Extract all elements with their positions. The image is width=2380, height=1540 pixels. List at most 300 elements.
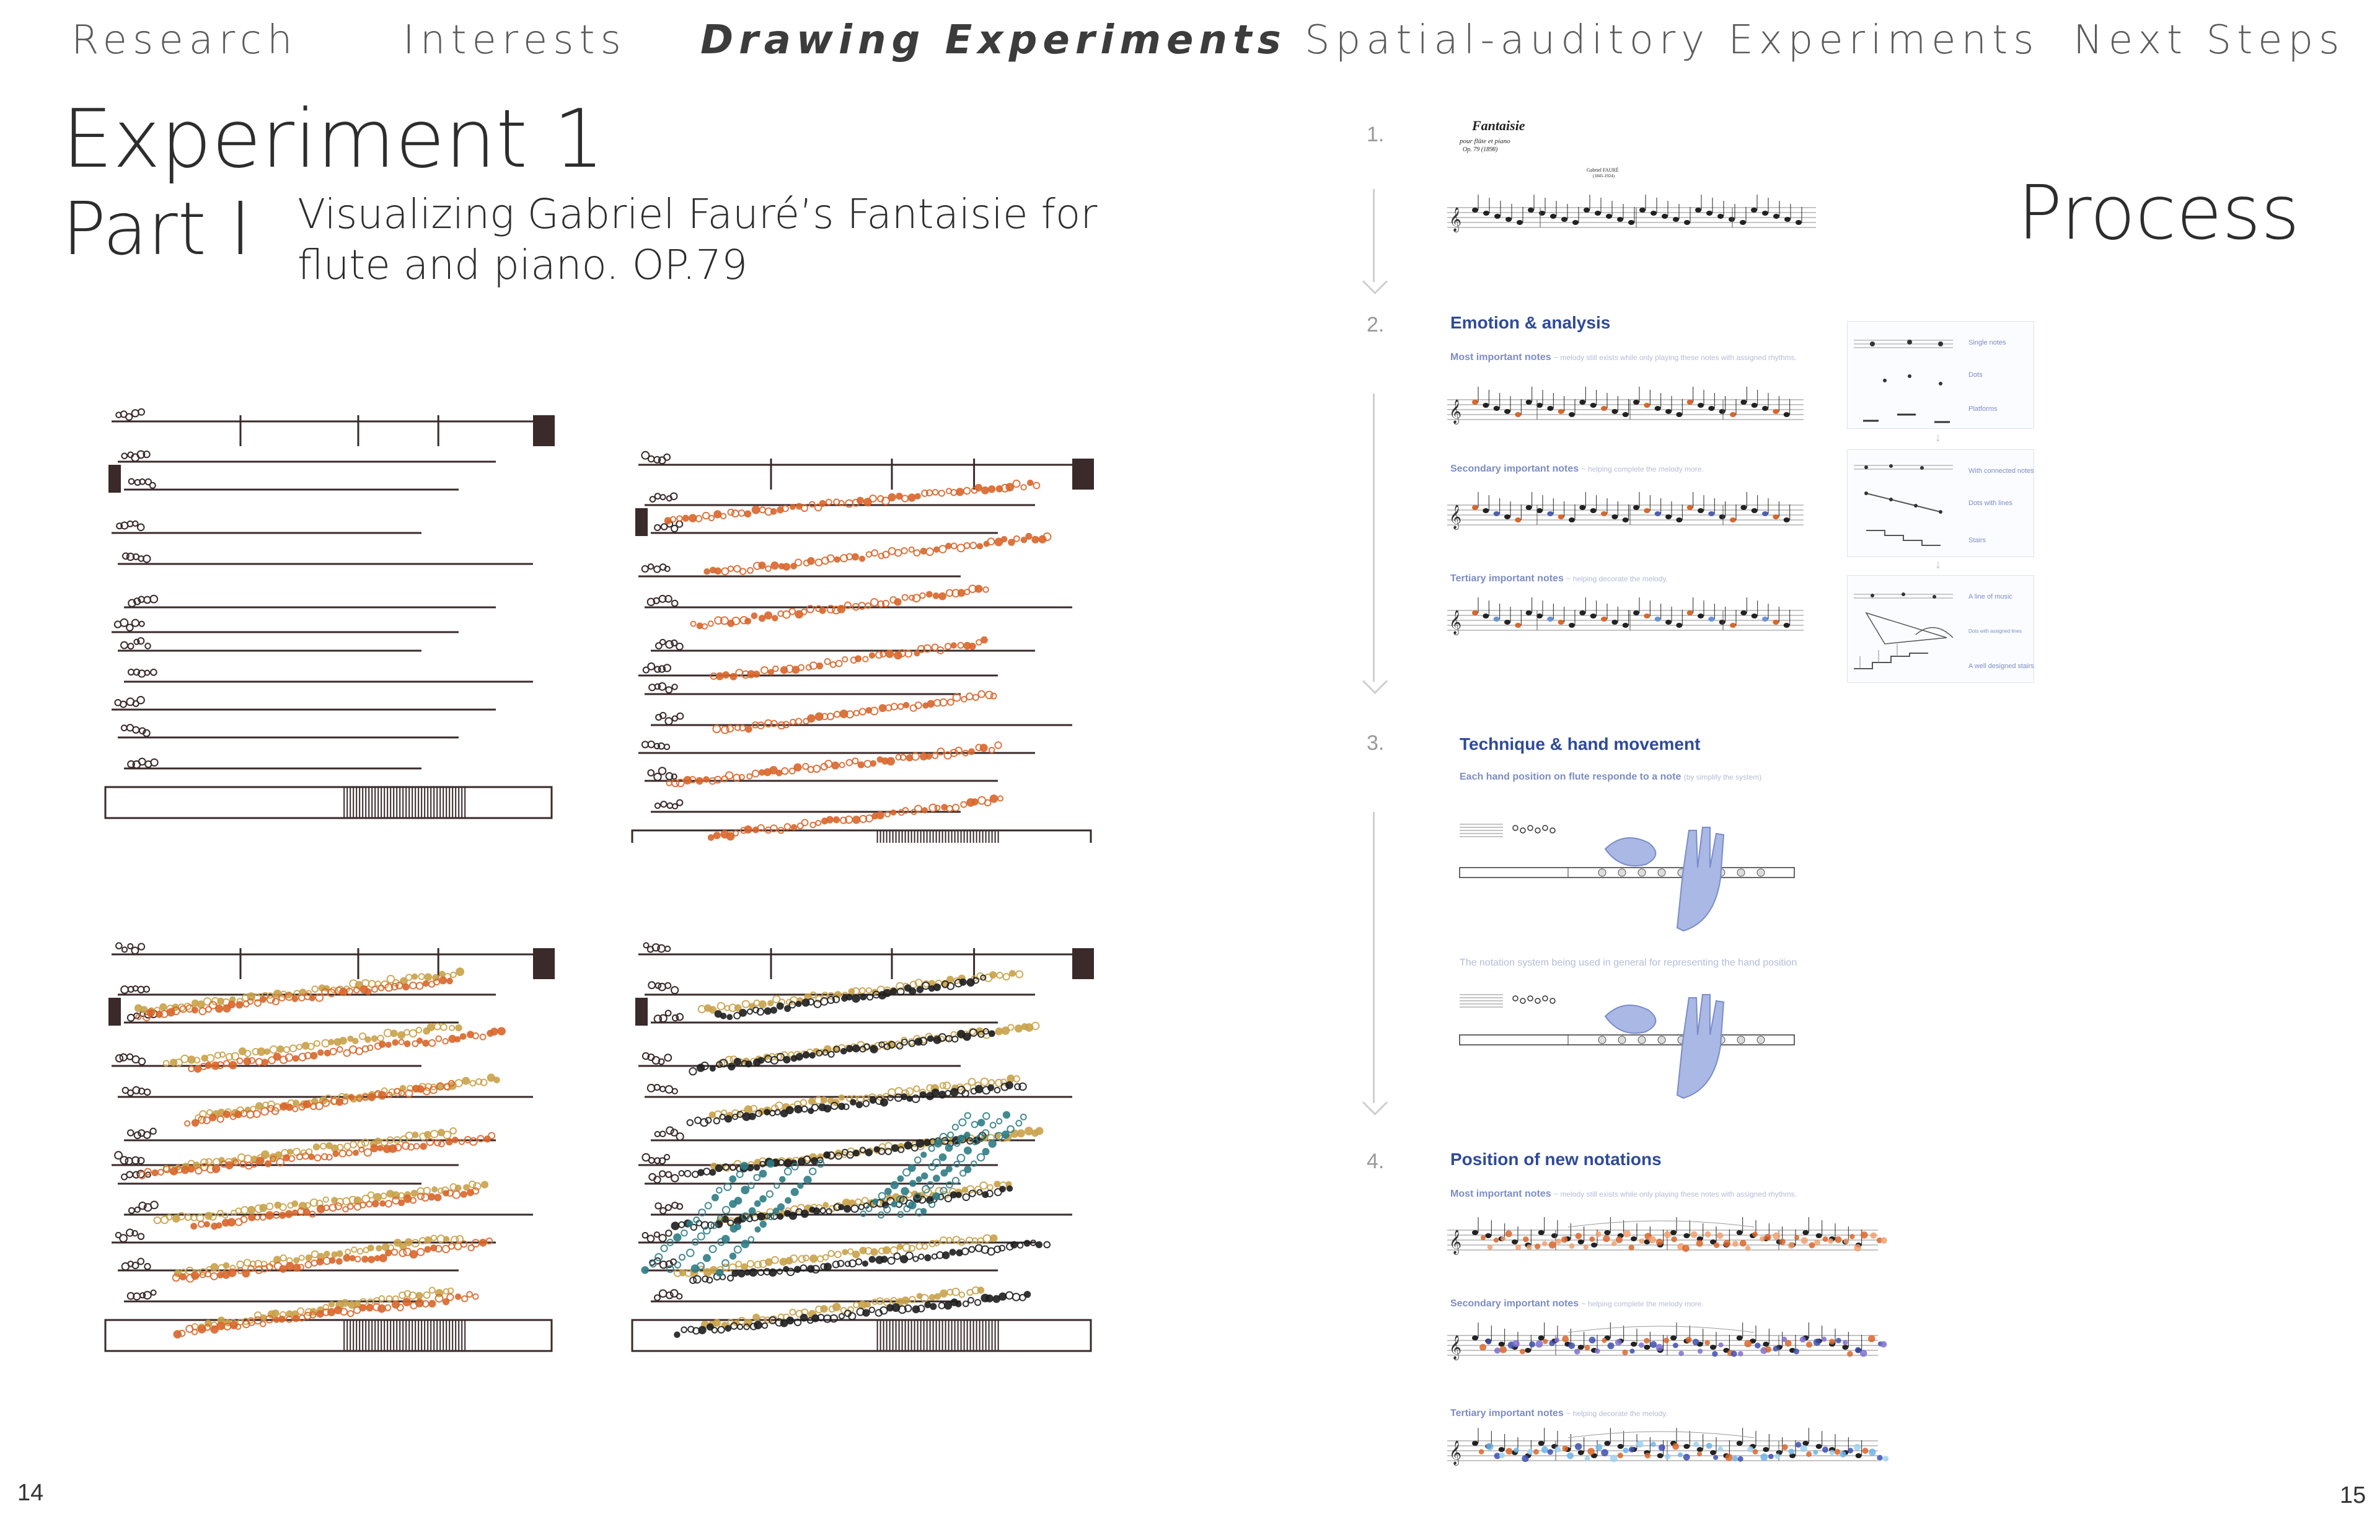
note-run-teal <box>679 1254 685 1260</box>
note-run <box>377 1145 382 1150</box>
note-run <box>785 1159 792 1167</box>
note-run <box>727 726 734 733</box>
note-head <box>1631 1342 1637 1347</box>
note-run-teal <box>909 1202 915 1208</box>
legend-platforms: Platforms <box>1968 405 1998 413</box>
note-run-teal <box>958 1135 964 1142</box>
note-glyph <box>659 1290 667 1297</box>
note-glyph <box>138 524 144 531</box>
note-run <box>834 817 839 822</box>
note-run-teal <box>977 1154 984 1161</box>
left-hand-icon <box>1605 838 1655 866</box>
legend-stairs: Stairs <box>1968 537 1986 544</box>
color-notation <box>1505 1448 1512 1454</box>
note-run <box>258 1048 265 1055</box>
note-head <box>1655 617 1661 622</box>
note-head <box>1644 403 1650 408</box>
note-run <box>817 663 822 669</box>
note-run <box>771 562 778 569</box>
note-run <box>838 605 845 613</box>
note-glyph <box>676 643 682 649</box>
note-run <box>978 1287 984 1293</box>
note-run <box>772 615 777 620</box>
note-run <box>241 1207 248 1213</box>
note-run <box>740 568 746 574</box>
note-run <box>922 807 927 812</box>
note-run <box>802 819 808 825</box>
note-run <box>372 1036 377 1042</box>
note-run <box>902 495 908 501</box>
note-run <box>791 825 796 830</box>
note-head <box>1842 1345 1848 1350</box>
note-run <box>348 1311 353 1316</box>
note-head <box>1538 1441 1545 1446</box>
note-run <box>842 657 847 662</box>
note-run <box>362 1256 368 1262</box>
note-run <box>946 806 952 811</box>
note-run <box>322 1040 329 1047</box>
note-run <box>311 1052 317 1058</box>
note-run <box>379 1296 385 1301</box>
note-glyph <box>672 684 677 689</box>
note-run <box>482 1182 488 1188</box>
nav-research[interactable]: Research <box>71 17 298 63</box>
note-run <box>981 637 987 643</box>
note-run <box>857 1102 862 1107</box>
note-run <box>951 1089 958 1096</box>
note-run <box>224 1263 229 1269</box>
note-head <box>1773 214 1779 219</box>
note-head <box>1504 514 1510 519</box>
note-run <box>739 510 745 516</box>
note-run <box>425 974 431 980</box>
note-head <box>1633 610 1639 615</box>
note-run <box>725 1115 731 1122</box>
note-run <box>340 1037 346 1044</box>
flute-hand-illustration <box>1453 982 1800 1106</box>
step-3-number: 3. <box>1367 731 1385 755</box>
color-notation <box>1714 1243 1719 1248</box>
step-arrow-line <box>1373 812 1375 1103</box>
note-run <box>921 548 927 554</box>
note-run <box>379 1041 385 1047</box>
note-run <box>940 1290 947 1297</box>
note-run-teal <box>760 1221 766 1227</box>
color-notation <box>1664 1337 1669 1343</box>
color-notation <box>1693 1441 1699 1447</box>
nav-drawing-experiments[interactable]: Drawing Experiments <box>700 17 1287 63</box>
note-run <box>824 1263 831 1270</box>
note-run-teal <box>901 1187 908 1194</box>
note-glyph <box>145 643 151 649</box>
color-notation <box>1773 1233 1780 1240</box>
note-run <box>1006 1082 1013 1089</box>
note-run <box>350 1142 356 1148</box>
note-run <box>915 494 920 499</box>
color-notation <box>1548 1449 1553 1454</box>
note-glyph <box>139 1058 146 1065</box>
note-run-teal <box>722 1260 729 1267</box>
note-run <box>886 650 894 658</box>
note-glyph <box>1513 825 1518 830</box>
note-run <box>209 1114 216 1120</box>
note-head <box>1538 1230 1545 1235</box>
note-run <box>431 1130 438 1138</box>
note-run <box>920 593 925 598</box>
color-notation <box>1732 1241 1739 1247</box>
note-run <box>816 559 822 566</box>
note-run <box>946 543 951 548</box>
flute-key <box>1618 1036 1626 1044</box>
note-glyph <box>121 725 127 731</box>
note-run <box>928 700 934 706</box>
color-notation <box>1809 1242 1815 1248</box>
color-notation <box>1567 1453 1574 1459</box>
note-run <box>888 1257 894 1264</box>
note-glyph <box>126 625 133 631</box>
score-drawing-orange <box>626 434 1109 843</box>
note-run <box>920 1092 926 1098</box>
note-run <box>732 1270 738 1277</box>
note-run <box>455 1037 460 1042</box>
note-run-teal <box>741 1186 749 1194</box>
note-glyph <box>648 663 654 670</box>
note-run-teal <box>929 1146 935 1151</box>
note-run-teal <box>892 1202 897 1207</box>
note-head <box>1617 217 1623 222</box>
note-run-teal <box>940 1187 946 1194</box>
note-run <box>898 704 904 710</box>
nav-next-steps[interactable]: Next Steps <box>2073 17 2345 63</box>
note-run <box>293 1056 299 1062</box>
note-glyph <box>121 453 127 459</box>
color-notation <box>1656 1344 1664 1351</box>
note-run <box>425 1247 430 1252</box>
note-head <box>1558 409 1564 414</box>
note-run <box>787 1107 793 1114</box>
note-head <box>1644 508 1650 513</box>
black-block <box>1072 459 1094 490</box>
color-notation <box>1562 1335 1569 1342</box>
score-subtitle: pour flûte et piano <box>1460 138 1510 145</box>
note-run <box>480 1034 486 1040</box>
note-run <box>417 1086 423 1092</box>
note-run <box>392 1040 398 1045</box>
note-run <box>350 1256 355 1261</box>
note-glyph <box>128 1130 133 1135</box>
color-notation <box>1868 1335 1875 1342</box>
note-run <box>990 1235 997 1242</box>
score-staff-colored <box>1444 1215 1928 1283</box>
note-run <box>376 1246 381 1251</box>
note-run <box>257 1158 263 1164</box>
note-head <box>1762 511 1768 516</box>
note-run <box>888 494 895 501</box>
note-run-teal <box>741 1240 749 1247</box>
note-run <box>247 1111 253 1118</box>
treble-clef-icon: 𝄞 <box>1449 207 1462 232</box>
note-run-teal <box>1002 1131 1009 1138</box>
note-run-teal <box>946 1145 953 1151</box>
note-run <box>773 666 778 671</box>
note-run <box>710 1169 715 1175</box>
note-head <box>1708 617 1714 622</box>
note-head <box>1525 1348 1531 1353</box>
note-run <box>450 1128 456 1134</box>
note-glyph <box>133 521 138 526</box>
note-run <box>721 1013 726 1019</box>
note-run-teal <box>712 1194 718 1200</box>
note-run <box>279 995 285 1001</box>
note-run-teal <box>1016 1120 1021 1126</box>
note-run <box>853 816 860 823</box>
note-run-teal <box>809 1168 816 1174</box>
note-run <box>832 762 839 769</box>
note-run <box>973 695 979 700</box>
note-run <box>353 1039 358 1044</box>
note-run <box>958 589 965 596</box>
note-head <box>1657 1453 1664 1458</box>
note-run <box>855 1199 861 1205</box>
note-glyph <box>672 601 678 607</box>
step-arrow-line <box>1373 394 1375 682</box>
note-run <box>328 1039 333 1044</box>
color-notation <box>1494 1238 1499 1243</box>
note-run <box>909 988 915 994</box>
note-run <box>854 710 859 715</box>
note-run <box>835 1251 841 1257</box>
note-run <box>1008 1024 1013 1030</box>
note-run-teal <box>964 1147 971 1154</box>
note-run-teal <box>716 1187 722 1193</box>
color-notation <box>1755 1343 1761 1349</box>
note-run-teal <box>703 1255 710 1262</box>
note-run <box>216 1223 221 1228</box>
note-run <box>976 1086 983 1093</box>
note-run <box>691 622 696 627</box>
note-head <box>1687 505 1693 510</box>
note-run <box>879 705 886 711</box>
note-head <box>1579 610 1585 615</box>
color-notation <box>1744 1340 1752 1347</box>
note-run-teal <box>873 1199 878 1204</box>
note-run <box>985 800 991 806</box>
note-run <box>228 1218 236 1226</box>
note-run <box>1015 1025 1022 1032</box>
note-head <box>1683 1444 1690 1449</box>
note-head <box>1611 620 1618 625</box>
note-run-teal <box>897 1176 903 1181</box>
note-head <box>1604 1441 1610 1446</box>
note-run <box>337 1251 343 1256</box>
flute-key <box>1638 869 1646 876</box>
note-run <box>771 1008 777 1013</box>
left-hand-icon <box>1605 1005 1655 1033</box>
note-head <box>1651 211 1657 216</box>
note-glyph <box>151 669 157 675</box>
note-run <box>963 1194 969 1200</box>
note-run <box>1028 480 1033 485</box>
color-notation <box>1871 1233 1877 1239</box>
color-notation <box>1527 1449 1533 1455</box>
note-run <box>494 1077 500 1083</box>
note-run <box>315 1155 321 1161</box>
note-run-teal <box>997 1119 1002 1124</box>
note-run <box>771 509 777 514</box>
note-run <box>709 516 714 521</box>
note-run <box>417 1038 422 1043</box>
color-notation <box>1562 1446 1568 1452</box>
note-run <box>926 548 933 555</box>
note-head <box>1526 505 1532 510</box>
note-run <box>891 810 896 815</box>
note-run <box>261 1108 268 1115</box>
note-run-teal <box>922 1173 927 1179</box>
note-glyph <box>666 1172 671 1177</box>
note-glyph <box>132 620 139 627</box>
note-run <box>199 1008 206 1014</box>
note-run <box>855 656 861 661</box>
note-head <box>1670 1335 1677 1340</box>
note-glyph <box>1543 996 1548 1001</box>
note-run <box>414 1143 420 1149</box>
flute-key <box>1658 1036 1665 1044</box>
note-glyph <box>648 564 653 569</box>
color-notation <box>1574 1349 1580 1354</box>
color-notation <box>1785 1340 1792 1347</box>
color-notation <box>1843 1238 1849 1244</box>
note-run <box>418 974 424 979</box>
note-head <box>1710 1450 1716 1455</box>
color-notation <box>1774 1453 1780 1459</box>
note-glyph <box>655 1203 661 1209</box>
note-run <box>1006 1292 1013 1300</box>
color-notation <box>1671 1236 1677 1242</box>
note-head <box>1578 1239 1584 1244</box>
hatched-block <box>878 830 998 843</box>
note-run <box>820 608 826 614</box>
process-title: Process <box>2017 170 2300 257</box>
note-run-teal <box>785 1198 791 1203</box>
note-run <box>679 1171 684 1176</box>
note-run <box>939 490 945 496</box>
note-run <box>790 1309 795 1315</box>
note-run <box>801 1106 807 1112</box>
note-run-teal <box>760 1171 767 1177</box>
note-run <box>674 1332 679 1337</box>
note-head <box>1526 400 1532 405</box>
note-head <box>1623 623 1629 628</box>
note-run <box>386 1251 391 1256</box>
color-notation <box>1615 1339 1622 1346</box>
note-head <box>1695 208 1701 213</box>
score-opus: Op. 79 (1898) <box>1463 146 1498 153</box>
note-run <box>922 1244 927 1249</box>
note-run <box>366 989 371 995</box>
note-run <box>738 1324 743 1329</box>
color-notation <box>1529 1341 1535 1347</box>
note-run-teal <box>681 1230 687 1236</box>
note-glyph <box>671 1174 678 1181</box>
score-drawing-gold <box>99 923 570 1357</box>
color-notation <box>1861 1231 1868 1239</box>
note-run-teal <box>675 1262 681 1267</box>
note-run-teal <box>885 1189 891 1195</box>
nav-interests[interactable]: Interests <box>403 17 627 63</box>
note-run <box>452 1191 460 1199</box>
color-notation <box>1556 1238 1561 1244</box>
color-notation <box>1664 1231 1671 1238</box>
note-head <box>1644 614 1650 618</box>
note-run <box>262 1059 268 1065</box>
note-glyph <box>150 483 156 488</box>
note-run <box>895 1041 901 1047</box>
note-head <box>1505 217 1512 222</box>
note-run <box>267 1203 273 1210</box>
note-run <box>236 1001 242 1008</box>
score-title: Fantaisie <box>1472 118 1525 133</box>
color-notation <box>1623 1448 1628 1453</box>
note-glyph <box>133 727 139 733</box>
treble-clef-icon: 𝄞 <box>1449 1440 1462 1465</box>
note-run <box>180 1274 185 1280</box>
note-run <box>421 1143 426 1149</box>
note-run <box>778 1214 783 1220</box>
color-notation <box>1683 1454 1690 1461</box>
score-drawing-teal <box>626 923 1109 1382</box>
legend-sketch <box>1848 322 2034 428</box>
note-run-teal <box>948 1132 953 1138</box>
nav-spatial-auditory-experiments[interactable]: Spatial-auditory Experiments <box>1305 17 2040 63</box>
note-glyph <box>649 684 655 690</box>
note-glyph <box>658 983 665 990</box>
legend-box-connected <box>1847 449 2034 557</box>
note-run <box>425 1132 431 1138</box>
note-glyph <box>1535 998 1540 1003</box>
note-run <box>902 595 908 601</box>
note-run <box>416 1027 421 1033</box>
color-notation <box>1789 1449 1794 1454</box>
color-notation <box>1549 1340 1554 1346</box>
note-run <box>378 1305 386 1313</box>
note-run <box>757 1213 764 1220</box>
note-run <box>785 824 791 830</box>
note-run <box>366 1202 372 1207</box>
note-head <box>1569 412 1575 417</box>
note-run <box>423 981 428 986</box>
note-run <box>265 1049 270 1054</box>
note-glyph <box>144 1089 151 1095</box>
color-notation <box>1731 1351 1737 1357</box>
note-run <box>703 1168 710 1174</box>
note-run <box>976 485 982 491</box>
note-run <box>863 1101 869 1106</box>
color-notation <box>1796 1442 1801 1448</box>
note-head <box>1494 511 1500 516</box>
note-glyph <box>128 1014 134 1021</box>
note-head <box>1606 214 1612 219</box>
note-run <box>439 977 446 984</box>
note-head <box>1644 1345 1650 1350</box>
note-head <box>1670 1230 1677 1235</box>
color-notation <box>1753 1449 1758 1454</box>
note-run <box>365 1037 371 1042</box>
note-head <box>1512 1239 1518 1244</box>
note-run <box>721 514 726 519</box>
color-notation <box>1849 1234 1855 1239</box>
note-run <box>823 1202 828 1207</box>
note-run-teal <box>791 1189 798 1195</box>
